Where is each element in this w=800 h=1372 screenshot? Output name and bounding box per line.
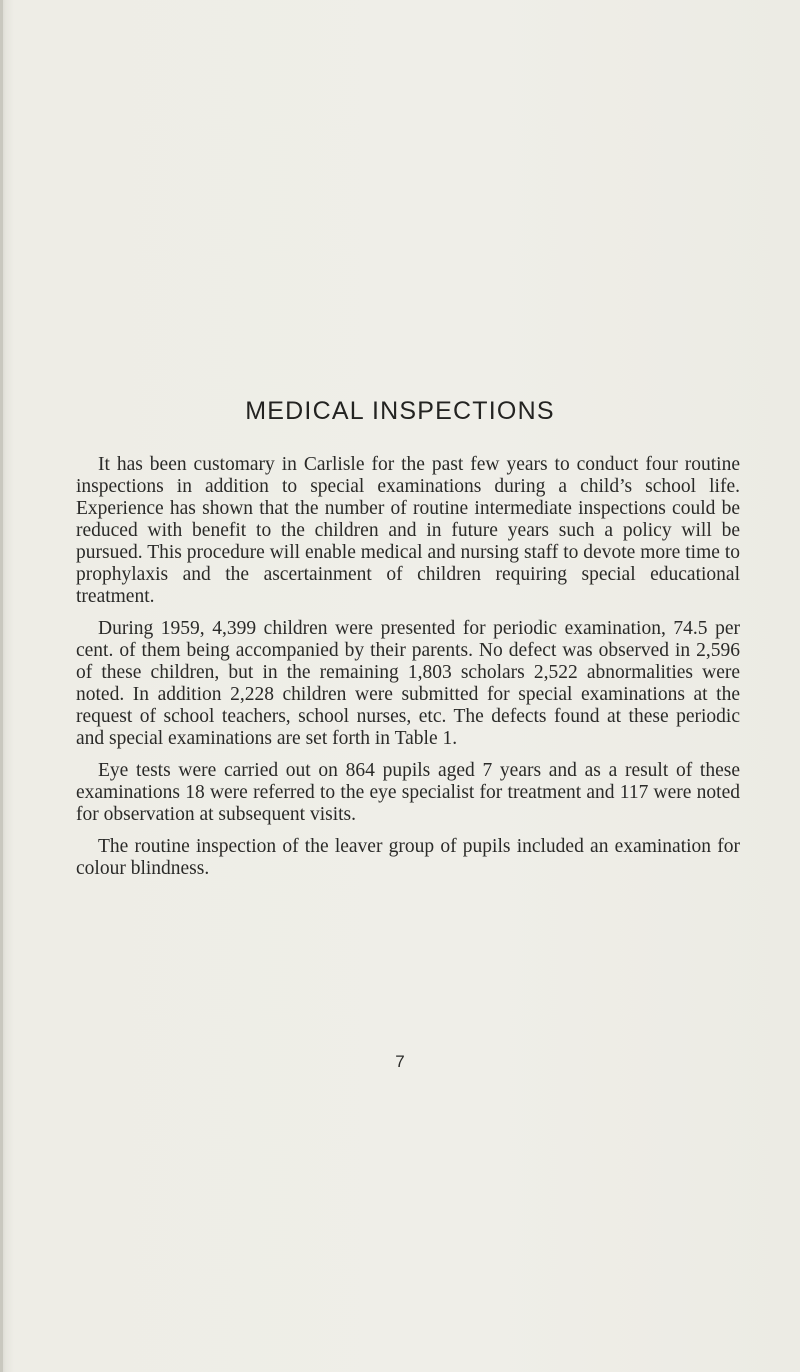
paragraph-eye-tests: Eye tests were carried out on 864 pupils aged 7 years and as a result of these examinations 18 were referred to the eye specialist for treatment and 117 were noted for observation at subsequent visits. xyxy=(76,760,740,825)
paragraph-intro: It has been customary in Carlisle for the past few years to conduct four routine inspections in addition to special examinations during a child’s school life. Experience has shown that the number of routine intermediate inspections could be reduced with benefit to the children and in future years such a policy will be pursued. This procedure will enable medical and nursing staff to devote more time to prophylaxis and the ascertainment of children requiring special educational treatment. xyxy=(76,454,740,607)
paragraph-colour-blindness: The routine inspection of the leaver group of pupils included an examination for colour blindness. xyxy=(76,836,740,879)
page-title: MEDICAL INSPECTIONS xyxy=(245,397,555,425)
page-number: 7 xyxy=(395,1052,405,1071)
paragraph-statistics: During 1959, 4,399 children were presented for periodic examination, 74.5 per cent. of them being accompanied by their parents. No defect was observed in 2,596 of these children, but in the remaining 1,803 scholars 2,522 abnormalities were noted. In addition 2,228 children were submitted for special examinations at the request of school teachers, school nurses, etc. The defects found at these periodic and special examinations are set forth in Table 1. xyxy=(76,618,740,749)
body-text xyxy=(76,454,740,890)
page-edge-shadow xyxy=(0,0,3,1372)
